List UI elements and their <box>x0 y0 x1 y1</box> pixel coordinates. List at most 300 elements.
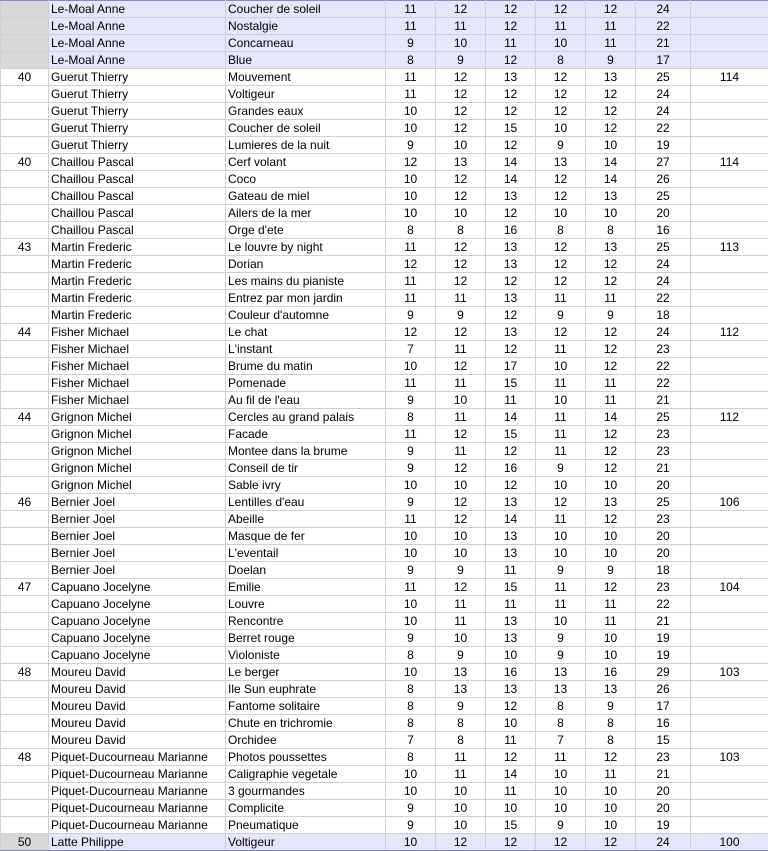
sum-cell[interactable]: 24 <box>636 256 691 273</box>
score-1-cell[interactable]: 11 <box>386 290 436 307</box>
total-cell[interactable]: 103 <box>691 664 768 681</box>
score-2-cell[interactable]: 12 <box>436 69 486 86</box>
sum-cell[interactable]: 25 <box>636 409 691 426</box>
rank-cell[interactable] <box>1 273 49 290</box>
score-4-cell[interactable]: 11 <box>536 375 586 392</box>
score-5-cell[interactable]: 10 <box>586 137 636 154</box>
total-cell[interactable] <box>691 307 768 324</box>
total-cell[interactable] <box>691 766 768 783</box>
photographer-cell[interactable]: Chaillou Pascal <box>49 222 226 239</box>
photographer-cell[interactable]: Martin Frederic <box>49 290 226 307</box>
photographer-cell[interactable]: Bernier Joel <box>49 511 226 528</box>
score-4-cell[interactable]: 9 <box>536 137 586 154</box>
score-1-cell[interactable]: 9 <box>386 562 436 579</box>
score-1-cell[interactable]: 8 <box>386 698 436 715</box>
score-4-cell[interactable]: 12 <box>536 188 586 205</box>
photo-title-cell[interactable]: Cercles au grand palais <box>226 409 386 426</box>
score-4-cell[interactable]: 11 <box>536 341 586 358</box>
photo-title-cell[interactable]: Louvre <box>226 596 386 613</box>
photographer-cell[interactable]: Le-Moal Anne <box>49 1 226 18</box>
table-row[interactable] <box>1 154 768 171</box>
photo-title-cell[interactable]: Le berger <box>226 664 386 681</box>
total-cell[interactable] <box>691 443 768 460</box>
rank-cell[interactable]: 47 <box>1 579 49 596</box>
photo-title-cell[interactable]: Facade <box>226 426 386 443</box>
score-4-cell[interactable]: 10 <box>536 477 586 494</box>
score-1-cell[interactable]: 11 <box>386 18 436 35</box>
score-1-cell[interactable]: 11 <box>386 239 436 256</box>
total-cell[interactable] <box>691 290 768 307</box>
score-4-cell[interactable]: 11 <box>536 290 586 307</box>
sum-cell[interactable]: 20 <box>636 545 691 562</box>
rank-cell[interactable] <box>1 307 49 324</box>
score-4-cell[interactable]: 12 <box>536 494 586 511</box>
total-cell[interactable] <box>691 783 768 800</box>
photographer-cell[interactable]: Moureu David <box>49 715 226 732</box>
score-1-cell[interactable]: 9 <box>386 137 436 154</box>
sum-cell[interactable]: 17 <box>636 698 691 715</box>
score-3-cell[interactable]: 16 <box>486 460 536 477</box>
score-4-cell[interactable]: 12 <box>536 103 586 120</box>
score-4-cell[interactable]: 10 <box>536 120 586 137</box>
score-5-cell[interactable]: 12 <box>586 103 636 120</box>
sum-cell[interactable]: 22 <box>636 375 691 392</box>
score-4-cell[interactable]: 7 <box>536 732 586 749</box>
score-1-cell[interactable]: 10 <box>386 171 436 188</box>
table-row[interactable] <box>1 698 768 715</box>
rank-cell[interactable] <box>1 630 49 647</box>
score-4-cell[interactable]: 9 <box>536 630 586 647</box>
total-cell[interactable] <box>691 732 768 749</box>
total-cell[interactable]: 100 <box>691 834 768 851</box>
sum-cell[interactable]: 25 <box>636 188 691 205</box>
photo-title-cell[interactable]: Doelan <box>226 562 386 579</box>
total-cell[interactable] <box>691 596 768 613</box>
sum-cell[interactable]: 23 <box>636 426 691 443</box>
score-5-cell[interactable]: 10 <box>586 477 636 494</box>
score-5-cell[interactable]: 12 <box>586 341 636 358</box>
score-4-cell[interactable]: 10 <box>536 766 586 783</box>
table-row[interactable] <box>1 86 768 103</box>
total-cell[interactable] <box>691 613 768 630</box>
score-2-cell[interactable]: 10 <box>436 545 486 562</box>
sum-cell[interactable]: 16 <box>636 222 691 239</box>
score-4-cell[interactable]: 9 <box>536 307 586 324</box>
score-1-cell[interactable]: 10 <box>386 613 436 630</box>
table-row[interactable] <box>1 443 768 460</box>
score-5-cell[interactable]: 11 <box>586 596 636 613</box>
sum-cell[interactable]: 24 <box>636 834 691 851</box>
score-3-cell[interactable]: 15 <box>486 120 536 137</box>
score-5-cell[interactable]: 10 <box>586 545 636 562</box>
score-1-cell[interactable]: 12 <box>386 154 436 171</box>
score-4-cell[interactable]: 12 <box>536 1 586 18</box>
score-5-cell[interactable]: 10 <box>586 800 636 817</box>
photo-title-cell[interactable]: Violoniste <box>226 647 386 664</box>
sum-cell[interactable]: 21 <box>636 766 691 783</box>
score-5-cell[interactable]: 10 <box>586 528 636 545</box>
total-cell[interactable] <box>691 715 768 732</box>
table-row[interactable] <box>1 664 768 681</box>
rank-cell[interactable] <box>1 511 49 528</box>
sum-cell[interactable]: 24 <box>636 273 691 290</box>
photographer-cell[interactable]: Fisher Michael <box>49 341 226 358</box>
rank-cell[interactable] <box>1 477 49 494</box>
score-5-cell[interactable]: 14 <box>586 171 636 188</box>
rank-cell[interactable] <box>1 256 49 273</box>
score-5-cell[interactable]: 8 <box>586 732 636 749</box>
total-cell[interactable]: 112 <box>691 409 768 426</box>
score-1-cell[interactable]: 9 <box>386 817 436 834</box>
photo-title-cell[interactable]: Ailers de la mer <box>226 205 386 222</box>
score-4-cell[interactable]: 10 <box>536 783 586 800</box>
photographer-cell[interactable]: Moureu David <box>49 681 226 698</box>
photographer-cell[interactable]: Grignon Michel <box>49 460 226 477</box>
score-3-cell[interactable]: 15 <box>486 375 536 392</box>
sum-cell[interactable]: 22 <box>636 120 691 137</box>
score-3-cell[interactable]: 12 <box>486 834 536 851</box>
photographer-cell[interactable]: Piquet-Ducourneau Marianne <box>49 766 226 783</box>
sum-cell[interactable]: 15 <box>636 732 691 749</box>
score-2-cell[interactable]: 13 <box>436 154 486 171</box>
score-2-cell[interactable]: 11 <box>436 341 486 358</box>
score-5-cell[interactable]: 13 <box>586 69 636 86</box>
score-2-cell[interactable]: 10 <box>436 800 486 817</box>
photo-title-cell[interactable]: Complicite <box>226 800 386 817</box>
score-2-cell[interactable]: 9 <box>436 647 486 664</box>
score-2-cell[interactable]: 12 <box>436 188 486 205</box>
score-2-cell[interactable]: 13 <box>436 664 486 681</box>
score-1-cell[interactable]: 10 <box>386 358 436 375</box>
photo-title-cell[interactable]: Montee dans la brume <box>226 443 386 460</box>
score-1-cell[interactable]: 9 <box>386 460 436 477</box>
table-row[interactable] <box>1 52 768 69</box>
rank-cell[interactable] <box>1 86 49 103</box>
photographer-cell[interactable]: Bernier Joel <box>49 494 226 511</box>
rank-cell[interactable] <box>1 120 49 137</box>
sum-cell[interactable]: 21 <box>636 392 691 409</box>
score-3-cell[interactable]: 14 <box>486 171 536 188</box>
rank-cell[interactable]: 40 <box>1 69 49 86</box>
score-4-cell[interactable]: 10 <box>536 528 586 545</box>
table-row[interactable] <box>1 239 768 256</box>
photo-title-cell[interactable]: Gateau de miel <box>226 188 386 205</box>
score-4-cell[interactable]: 11 <box>536 443 586 460</box>
score-3-cell[interactable]: 11 <box>486 732 536 749</box>
score-1-cell[interactable]: 8 <box>386 681 436 698</box>
photographer-cell[interactable]: Fisher Michael <box>49 375 226 392</box>
score-1-cell[interactable]: 8 <box>386 749 436 766</box>
photo-title-cell[interactable]: Lentilles d'eau <box>226 494 386 511</box>
score-5-cell[interactable]: 16 <box>586 664 636 681</box>
photographer-cell[interactable]: Chaillou Pascal <box>49 154 226 171</box>
table-row[interactable] <box>1 392 768 409</box>
score-5-cell[interactable]: 8 <box>586 222 636 239</box>
rank-cell[interactable]: 43 <box>1 239 49 256</box>
photographer-cell[interactable]: Bernier Joel <box>49 545 226 562</box>
score-2-cell[interactable]: 10 <box>436 817 486 834</box>
sum-cell[interactable]: 23 <box>636 511 691 528</box>
score-2-cell[interactable]: 12 <box>436 426 486 443</box>
score-5-cell[interactable]: 11 <box>586 766 636 783</box>
sum-cell[interactable]: 22 <box>636 290 691 307</box>
photo-title-cell[interactable]: Sable ivry <box>226 477 386 494</box>
sum-cell[interactable]: 19 <box>636 137 691 154</box>
total-cell[interactable] <box>691 698 768 715</box>
score-3-cell[interactable]: 11 <box>486 783 536 800</box>
score-1-cell[interactable]: 8 <box>386 715 436 732</box>
score-4-cell[interactable]: 12 <box>536 86 586 103</box>
total-cell[interactable] <box>691 18 768 35</box>
score-3-cell[interactable]: 13 <box>486 324 536 341</box>
total-cell[interactable] <box>691 647 768 664</box>
score-2-cell[interactable]: 8 <box>436 222 486 239</box>
photographer-cell[interactable]: Guerut Thierry <box>49 69 226 86</box>
score-4-cell[interactable]: 8 <box>536 698 586 715</box>
score-3-cell[interactable]: 13 <box>486 681 536 698</box>
score-2-cell[interactable]: 12 <box>436 86 486 103</box>
table-row[interactable] <box>1 783 768 800</box>
photo-title-cell[interactable]: Abeille <box>226 511 386 528</box>
score-2-cell[interactable]: 12 <box>436 171 486 188</box>
sum-cell[interactable]: 23 <box>636 579 691 596</box>
photo-title-cell[interactable]: Au fil de l'eau <box>226 392 386 409</box>
sum-cell[interactable]: 22 <box>636 596 691 613</box>
score-2-cell[interactable]: 12 <box>436 256 486 273</box>
total-cell[interactable] <box>691 205 768 222</box>
photo-title-cell[interactable]: L'eventail <box>226 545 386 562</box>
total-cell[interactable] <box>691 137 768 154</box>
total-cell[interactable]: 112 <box>691 324 768 341</box>
score-4-cell[interactable]: 13 <box>536 681 586 698</box>
score-5-cell[interactable]: 12 <box>586 443 636 460</box>
photo-title-cell[interactable]: Coucher de soleil <box>226 1 386 18</box>
table-row[interactable] <box>1 222 768 239</box>
sum-cell[interactable]: 20 <box>636 477 691 494</box>
score-3-cell[interactable]: 11 <box>486 392 536 409</box>
sum-cell[interactable]: 18 <box>636 307 691 324</box>
table-row[interactable] <box>1 290 768 307</box>
score-1-cell[interactable]: 8 <box>386 647 436 664</box>
score-2-cell[interactable]: 10 <box>436 477 486 494</box>
score-2-cell[interactable]: 10 <box>436 783 486 800</box>
score-4-cell[interactable]: 10 <box>536 392 586 409</box>
score-3-cell[interactable]: 13 <box>486 256 536 273</box>
score-4-cell[interactable]: 10 <box>536 205 586 222</box>
photo-title-cell[interactable]: Le louvre by night <box>226 239 386 256</box>
photographer-cell[interactable]: Moureu David <box>49 664 226 681</box>
score-2-cell[interactable]: 8 <box>436 732 486 749</box>
photographer-cell[interactable]: Capuano Jocelyne <box>49 647 226 664</box>
table-row[interactable] <box>1 528 768 545</box>
score-2-cell[interactable]: 12 <box>436 834 486 851</box>
score-4-cell[interactable]: 9 <box>536 562 586 579</box>
photo-title-cell[interactable]: Rencontre <box>226 613 386 630</box>
score-4-cell[interactable]: 11 <box>536 749 586 766</box>
total-cell[interactable] <box>691 681 768 698</box>
score-1-cell[interactable]: 10 <box>386 120 436 137</box>
photo-title-cell[interactable]: Nostalgie <box>226 18 386 35</box>
score-5-cell[interactable]: 12 <box>586 120 636 137</box>
rank-cell[interactable]: 44 <box>1 324 49 341</box>
score-2-cell[interactable]: 10 <box>436 528 486 545</box>
score-1-cell[interactable]: 10 <box>386 103 436 120</box>
score-3-cell[interactable]: 13 <box>486 290 536 307</box>
score-4-cell[interactable]: 12 <box>536 256 586 273</box>
table-row[interactable] <box>1 188 768 205</box>
score-2-cell[interactable]: 12 <box>436 358 486 375</box>
score-3-cell[interactable]: 13 <box>486 69 536 86</box>
sum-cell[interactable]: 23 <box>636 341 691 358</box>
table-row[interactable] <box>1 477 768 494</box>
table-row[interactable] <box>1 18 768 35</box>
score-3-cell[interactable]: 12 <box>486 307 536 324</box>
total-cell[interactable] <box>691 256 768 273</box>
sum-cell[interactable]: 20 <box>636 783 691 800</box>
photo-title-cell[interactable]: Pneumatique <box>226 817 386 834</box>
photo-title-cell[interactable]: Grandes eaux <box>226 103 386 120</box>
score-2-cell[interactable]: 12 <box>436 273 486 290</box>
total-cell[interactable] <box>691 817 768 834</box>
photo-title-cell[interactable]: Blue <box>226 52 386 69</box>
score-1-cell[interactable]: 8 <box>386 222 436 239</box>
total-cell[interactable] <box>691 103 768 120</box>
total-cell[interactable] <box>691 630 768 647</box>
photographer-cell[interactable]: Fisher Michael <box>49 358 226 375</box>
score-3-cell[interactable]: 12 <box>486 86 536 103</box>
photographer-cell[interactable]: Piquet-Ducourneau Marianne <box>49 817 226 834</box>
rank-cell[interactable] <box>1 426 49 443</box>
photo-title-cell[interactable]: Brume du matin <box>226 358 386 375</box>
score-3-cell[interactable]: 14 <box>486 154 536 171</box>
score-2-cell[interactable]: 12 <box>436 494 486 511</box>
table-row[interactable] <box>1 766 768 783</box>
sum-cell[interactable]: 24 <box>636 324 691 341</box>
total-cell[interactable] <box>691 1 768 18</box>
score-5-cell[interactable]: 13 <box>586 681 636 698</box>
score-1-cell[interactable]: 9 <box>386 800 436 817</box>
score-3-cell[interactable]: 13 <box>486 528 536 545</box>
rank-cell[interactable] <box>1 137 49 154</box>
score-2-cell[interactable]: 12 <box>436 579 486 596</box>
photographer-cell[interactable]: Chaillou Pascal <box>49 188 226 205</box>
rank-cell[interactable] <box>1 222 49 239</box>
score-5-cell[interactable]: 12 <box>586 460 636 477</box>
score-2-cell[interactable]: 12 <box>436 1 486 18</box>
sum-cell[interactable]: 20 <box>636 205 691 222</box>
total-cell[interactable] <box>691 222 768 239</box>
rank-cell[interactable] <box>1 35 49 52</box>
photographer-cell[interactable]: Capuano Jocelyne <box>49 596 226 613</box>
rank-cell[interactable] <box>1 817 49 834</box>
sum-cell[interactable]: 29 <box>636 664 691 681</box>
photographer-cell[interactable]: Grignon Michel <box>49 409 226 426</box>
score-2-cell[interactable]: 11 <box>436 375 486 392</box>
photographer-cell[interactable]: Grignon Michel <box>49 477 226 494</box>
photo-title-cell[interactable]: Entrez par mon jardin <box>226 290 386 307</box>
sum-cell[interactable]: 24 <box>636 103 691 120</box>
rank-cell[interactable] <box>1 596 49 613</box>
total-cell[interactable] <box>691 528 768 545</box>
photographer-cell[interactable]: Moureu David <box>49 732 226 749</box>
total-cell[interactable] <box>691 341 768 358</box>
table-row[interactable] <box>1 494 768 511</box>
score-3-cell[interactable]: 14 <box>486 511 536 528</box>
table-row[interactable] <box>1 511 768 528</box>
table-row[interactable] <box>1 307 768 324</box>
rank-cell[interactable] <box>1 545 49 562</box>
photo-title-cell[interactable]: Les mains du pianiste <box>226 273 386 290</box>
table-row[interactable] <box>1 647 768 664</box>
photo-title-cell[interactable]: Voltigeur <box>226 86 386 103</box>
table-row[interactable] <box>1 341 768 358</box>
score-1-cell[interactable]: 10 <box>386 188 436 205</box>
sum-cell[interactable]: 24 <box>636 1 691 18</box>
table-row[interactable] <box>1 834 768 851</box>
score-1-cell[interactable]: 11 <box>386 273 436 290</box>
score-1-cell[interactable]: 11 <box>386 579 436 596</box>
score-1-cell[interactable]: 11 <box>386 426 436 443</box>
photographer-cell[interactable]: Grignon Michel <box>49 426 226 443</box>
rank-cell[interactable] <box>1 171 49 188</box>
photo-title-cell[interactable]: Cerf volant <box>226 154 386 171</box>
photo-title-cell[interactable]: Masque de fer <box>226 528 386 545</box>
score-1-cell[interactable]: 10 <box>386 477 436 494</box>
total-cell[interactable] <box>691 392 768 409</box>
score-2-cell[interactable]: 11 <box>436 290 486 307</box>
table-row[interactable] <box>1 630 768 647</box>
score-3-cell[interactable]: 12 <box>486 103 536 120</box>
score-2-cell[interactable]: 11 <box>436 613 486 630</box>
score-5-cell[interactable]: 14 <box>586 409 636 426</box>
score-3-cell[interactable]: 16 <box>486 664 536 681</box>
score-1-cell[interactable]: 10 <box>386 834 436 851</box>
photo-title-cell[interactable]: L'instant <box>226 341 386 358</box>
score-5-cell[interactable]: 10 <box>586 630 636 647</box>
photo-title-cell[interactable]: Dorian <box>226 256 386 273</box>
score-2-cell[interactable]: 11 <box>436 766 486 783</box>
score-1-cell[interactable]: 10 <box>386 783 436 800</box>
score-5-cell[interactable]: 10 <box>586 205 636 222</box>
sum-cell[interactable]: 26 <box>636 681 691 698</box>
score-3-cell[interactable]: 12 <box>486 477 536 494</box>
table-row[interactable] <box>1 817 768 834</box>
score-3-cell[interactable]: 14 <box>486 409 536 426</box>
sum-cell[interactable]: 27 <box>636 154 691 171</box>
rank-cell[interactable] <box>1 18 49 35</box>
sum-cell[interactable]: 19 <box>636 630 691 647</box>
score-5-cell[interactable]: 12 <box>586 273 636 290</box>
rank-cell[interactable] <box>1 698 49 715</box>
table-row[interactable] <box>1 596 768 613</box>
photo-title-cell[interactable]: Mouvement <box>226 69 386 86</box>
score-1-cell[interactable]: 11 <box>386 69 436 86</box>
photographer-cell[interactable]: Martin Frederic <box>49 239 226 256</box>
score-4-cell[interactable]: 10 <box>536 800 586 817</box>
score-5-cell[interactable]: 9 <box>586 307 636 324</box>
table-row[interactable] <box>1 545 768 562</box>
score-2-cell[interactable]: 11 <box>436 596 486 613</box>
photo-title-cell[interactable]: Photos poussettes <box>226 749 386 766</box>
score-4-cell[interactable]: 9 <box>536 647 586 664</box>
score-3-cell[interactable]: 12 <box>486 273 536 290</box>
photo-title-cell[interactable]: Emilie <box>226 579 386 596</box>
photo-title-cell[interactable]: Couleur d'automne <box>226 307 386 324</box>
photographer-cell[interactable]: Guerut Thierry <box>49 137 226 154</box>
photographer-cell[interactable]: Martin Frederic <box>49 273 226 290</box>
sum-cell[interactable]: 19 <box>636 817 691 834</box>
score-1-cell[interactable]: 9 <box>386 443 436 460</box>
